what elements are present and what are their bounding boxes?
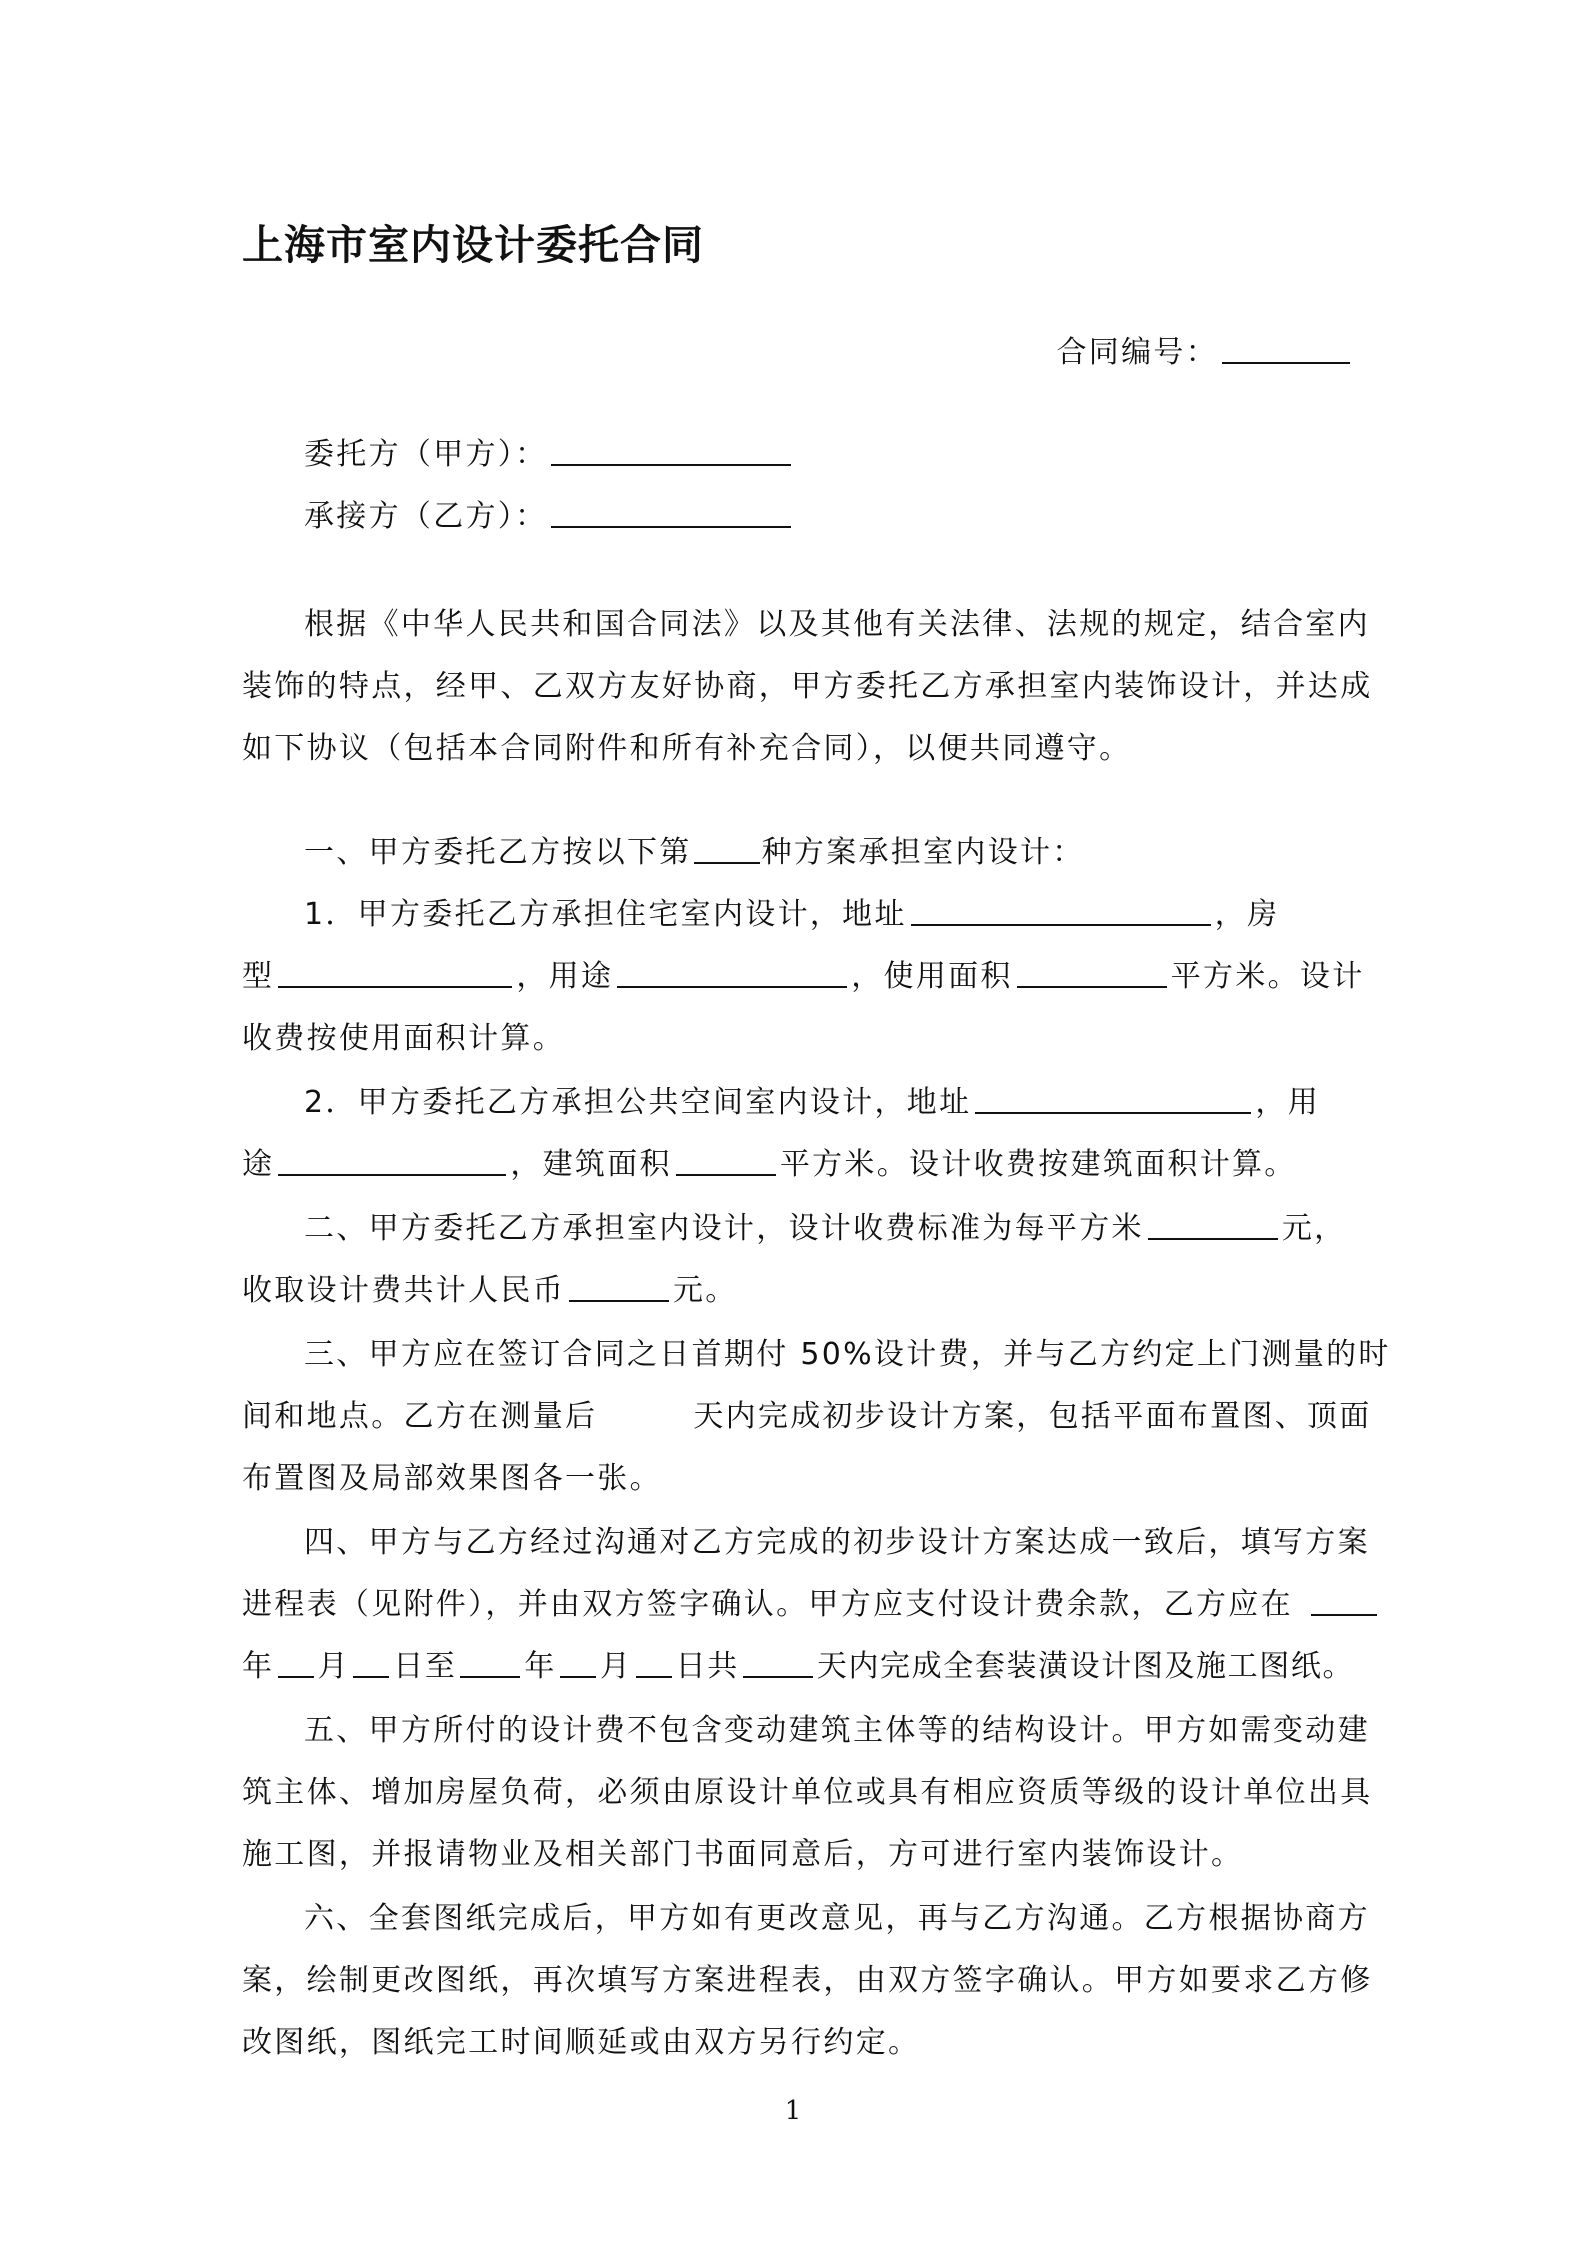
intro-line-3: 如下协议（包括本合同附件和所有补充合同），以便共同遵守。 <box>242 731 1132 766</box>
party-a-blank[interactable] <box>551 434 791 466</box>
section-1-2-line-1 <box>304 1072 1354 1134</box>
section-5-line-1: 五、甲方所付的设计费不包含变动建筑主体等的结构设计。甲方如需变动建 <box>304 1713 1370 1748</box>
fee-per-sqm-blank[interactable] <box>1148 1208 1278 1240</box>
section-5-line-2: 筑主体、增加房屋负荷，必须由原设计单位或具有相应资质等级的设计单位出具 <box>242 1775 1373 1810</box>
section-2-text-d: 元。 <box>673 1273 738 1308</box>
section-6-line-1: 六、全套图纸完成后，甲方如有更改意见，再与乙方沟通。乙方根据协商方 <box>304 1901 1370 1936</box>
residence-usage-blank[interactable] <box>617 956 847 988</box>
contract-number-line <box>1057 322 1355 384</box>
contract-number-blank[interactable] <box>1222 332 1350 364</box>
section-1-1-text-b: ，房 <box>1214 897 1280 932</box>
section-1-2-text-b: ，用 <box>1255 1085 1320 1120</box>
party-a-label: 委托方（甲方）： <box>304 437 548 472</box>
page-number: 1 <box>784 2096 802 2126</box>
section-4-line-3 <box>242 1636 1354 1698</box>
section-1-1-text-d: ，用途 <box>516 959 614 994</box>
residence-address-blank[interactable] <box>911 894 1211 926</box>
section-1-2-text-d: ，建筑面积 <box>510 1147 672 1182</box>
section-6-line-2: 案，绘制更改图纸，再次填写方案进程表，由双方签字确认。甲方如要求乙方修 <box>242 1963 1373 1998</box>
section-1-1-line-1 <box>304 884 1354 946</box>
building-area-blank[interactable] <box>676 1144 776 1176</box>
section-2-text-c: 收取设计费共计人民币 <box>242 1273 565 1308</box>
section-1-1-line-3: 收费按使用面积计算。 <box>242 1021 565 1056</box>
section-2-text-a: 二、甲方委托乙方承担室内设计，设计收费标准为每平方米 <box>304 1211 1144 1246</box>
section-3-line-1: 三、甲方应在签订合同之日首期付 50%设计费，并与乙方约定上门测量的时 <box>304 1337 1391 1372</box>
party-b-label: 承接方（乙方）： <box>304 499 548 534</box>
section-5-line-3: 施工图，并报请物业及相关部门书面同意后，方可进行室内装饰设计。 <box>242 1837 1244 1872</box>
document-title: 上海市室内设计委托合同 <box>242 221 704 269</box>
party-b-blank[interactable] <box>551 496 791 528</box>
party-b-line <box>304 486 1354 548</box>
section-3-line-2 <box>242 1386 1372 1448</box>
section-3-line-3: 布置图及局部效果图各一张。 <box>242 1461 662 1496</box>
month-label: 月 <box>317 1649 350 1684</box>
section-1-text-b: 种方案承担室内设计： <box>761 835 1085 870</box>
start-year-blank[interactable] <box>1311 1584 1377 1616</box>
section-4-text-e: 天内完成全套装潢设计图及施工图纸。 <box>816 1649 1355 1684</box>
section-1-text-a: 一、甲方委托乙方按以下第 <box>304 835 692 870</box>
section-2-line-1 <box>304 1198 1354 1260</box>
start-day-blank[interactable] <box>353 1646 389 1678</box>
end-year-label: 年 <box>524 1649 557 1684</box>
section-1-1-text-c: 型 <box>242 959 275 994</box>
section-3-text-b: 间和地点。乙方在测量后 <box>242 1399 598 1434</box>
intro-line-2: 装饰的特点，经甲、乙双方友好协商，甲方委托乙方承担室内装饰设计，并达成 <box>242 669 1373 704</box>
section-1-1-line-2 <box>242 946 1365 1008</box>
end-year-blank[interactable] <box>460 1646 520 1678</box>
end-day-blank[interactable] <box>636 1646 672 1678</box>
section-4-text-b: 进程表（见附件），并由双方签字确认。甲方应支付设计费余款，乙方应在 <box>242 1587 1293 1622</box>
section-1-line <box>304 822 1354 884</box>
party-a-line <box>304 424 1354 486</box>
year-label: 年 <box>242 1649 274 1684</box>
section-1-2-text-a: 2．甲方委托乙方承担公共空间室内设计，地址 <box>304 1085 972 1120</box>
intro-line-1: 根据《中华人民共和国合同法》以及其他有关法律、法规的规定，结合室内 <box>304 607 1370 642</box>
section-4-line-2 <box>242 1574 1354 1636</box>
public-space-address-blank[interactable] <box>975 1082 1251 1114</box>
section-1-1-text-e: ，使用面积 <box>851 959 1013 994</box>
contract-number-label: 合同编号： <box>1056 335 1218 370</box>
section-1-2-line-2 <box>242 1134 1354 1196</box>
section-3-text-c: 天内完成初步设计方案，包括平面布置图、顶面 <box>693 1399 1372 1434</box>
section-1-1-text-f: 平方米。设计 <box>1170 959 1365 994</box>
section-4-line-1: 四、甲方与乙方经过沟通对乙方完成的初步设计方案达成一致后，填写方案 <box>304 1525 1370 1560</box>
section-1-1-text-a: 1．甲方委托乙方承担住宅室内设计，地址 <box>304 897 907 932</box>
end-month-blank[interactable] <box>560 1646 596 1678</box>
end-month-label: 月 <box>600 1649 632 1684</box>
end-day-label: 日共 <box>675 1649 739 1684</box>
section-6-line-3: 改图纸，图纸完工时间顺延或由双方另行约定。 <box>242 2025 921 2060</box>
total-fee-blank[interactable] <box>569 1270 669 1302</box>
scheme-number-blank[interactable] <box>694 832 760 864</box>
section-1-2-text-e: 平方米。设计收费按建筑面积计算。 <box>779 1147 1297 1182</box>
section-2-text-b: 元， <box>1281 1211 1347 1246</box>
usable-area-blank[interactable] <box>1017 956 1167 988</box>
start-month-blank[interactable] <box>278 1646 314 1678</box>
public-space-usage-blank[interactable] <box>278 1144 506 1176</box>
room-type-blank[interactable] <box>278 956 512 988</box>
total-days-blank[interactable] <box>743 1646 813 1678</box>
section-1-2-text-c: 途 <box>242 1147 275 1182</box>
day-to-label: 日至 <box>393 1649 457 1684</box>
section-2-line-2 <box>242 1260 1354 1322</box>
